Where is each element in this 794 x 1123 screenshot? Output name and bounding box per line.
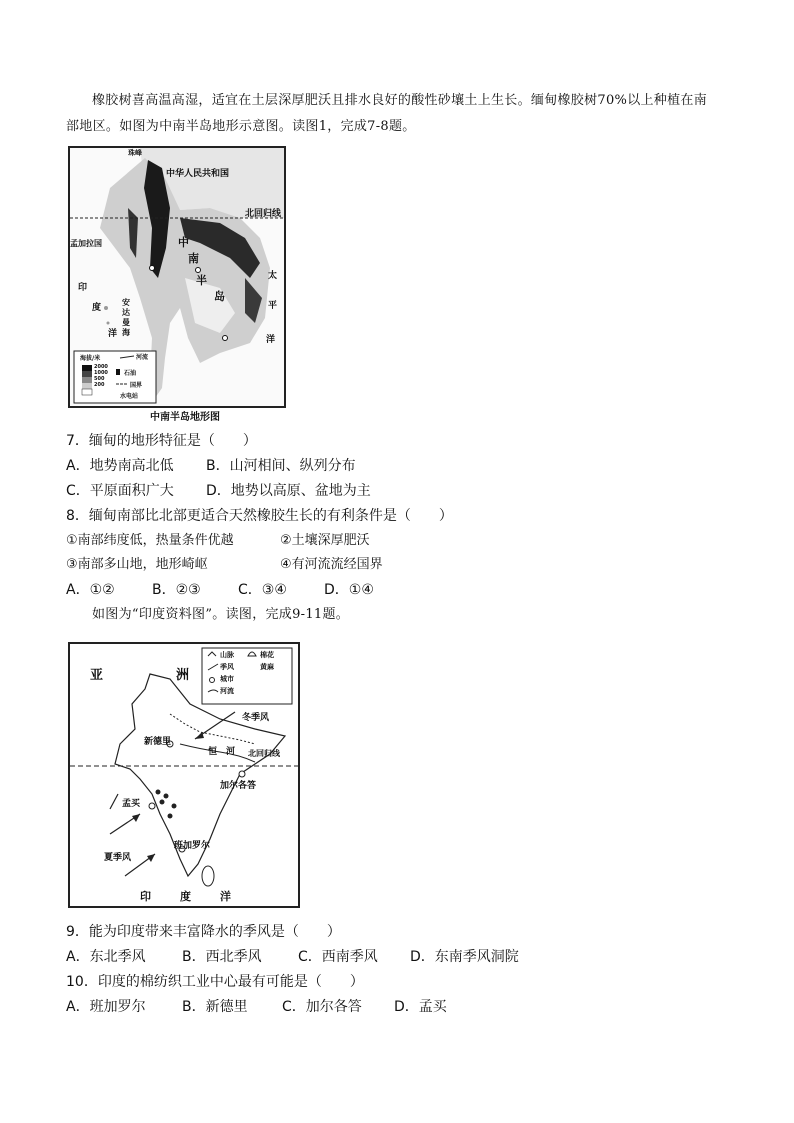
q8-statements-row-1 [66, 531, 370, 551]
label-ocean-a: 印 [140, 890, 151, 903]
label-tai: 太 [268, 271, 278, 281]
q10-option-d[interactable]: D．孟买 [394, 999, 447, 1015]
label-asia-2: 洲 [176, 668, 190, 683]
q7-option-c[interactable]: C．平原面积广大 [66, 483, 174, 499]
legend-level-2: 500 [94, 376, 105, 382]
intro-paragraph-2: 如图为“印度资料图”。读图，完成9-11题。 [92, 607, 350, 622]
indochina-terrain-map [68, 146, 286, 408]
q7-options-row-2 [66, 481, 371, 501]
q10-stem: 10．印度的棉纺织工业中心最有可能是（ ） [66, 974, 364, 990]
legend-title: 海拔/米 [80, 355, 101, 362]
legend-oil: 石油 [124, 370, 137, 377]
q9-option-b[interactable]: B．西北季风 [182, 949, 262, 965]
label-andaman: 安达曼海 [122, 298, 130, 337]
india-map-graphic [70, 644, 298, 906]
q7-options-row-1 [66, 456, 356, 476]
q9-options [66, 947, 519, 967]
q8-options [66, 580, 374, 600]
legend-level-3: 200 [94, 382, 105, 388]
label-ocean-1: 印 [78, 283, 88, 293]
label-north: 珠峰 [128, 149, 142, 157]
label-nan: 南 [188, 252, 199, 265]
label-yang: 洋 [266, 335, 276, 345]
label-zhong: 中 [178, 236, 189, 249]
legend-mountain: 山脉 [220, 651, 234, 659]
label-bangalore: 班加罗尔 [174, 841, 211, 851]
q8-statement-2: ②土壤深厚肥沃 [280, 533, 370, 548]
label-ocean-b: 度 [180, 890, 191, 903]
label-winter-monsoon: 冬季风 [242, 713, 270, 723]
q8-stem: 8．缅甸南部比北部更适合天然橡胶生长的有利条件是（ ） [66, 508, 453, 524]
q8-statement-4: ④有河流流经国界 [280, 557, 383, 572]
legend-river: 河流 [136, 354, 149, 361]
label-kolkata: 加尔各答 [220, 781, 257, 791]
legend-level-0: 2000 [94, 364, 108, 370]
q8-statements-row-2 [66, 555, 383, 575]
q8-option-d[interactable]: D．①④ [324, 582, 374, 598]
q8-statement-1: ①南部纬度低，热量条件优越 [66, 533, 234, 548]
legend-hydro: 水电站 [120, 393, 139, 400]
label-ganges: 恒 河 [208, 747, 236, 757]
q9-option-a[interactable]: A．东北季风 [66, 949, 146, 965]
legend-cotton: 棉花 [260, 651, 274, 659]
map1-caption: 中南半岛地形图 [150, 412, 220, 423]
q9-stem: 9．能为印度带来丰富降水的季风是（ ） [66, 924, 341, 940]
legend-monsoon: 季风 [220, 663, 234, 671]
q8-option-b[interactable]: B．②③ [152, 582, 201, 598]
label-summer-monsoon: 夏季风 [104, 853, 132, 863]
legend-jute: 黄麻 [260, 663, 274, 671]
label-tropic-1: 北回归线 [245, 209, 282, 219]
label-mumbai: 孟买 [122, 799, 141, 809]
label-ocean-3: 洋 [108, 329, 118, 339]
label-ping: 平 [268, 301, 278, 311]
q9-option-c[interactable]: C．西南季风 [298, 949, 378, 965]
q8-statement-3: ③南部多山地，地形崎岖 [66, 557, 208, 572]
legend-river: 河流 [220, 687, 234, 695]
intro-line-1: 橡胶树喜高温高湿，适宜在土层深厚肥沃且排水良好的酸性砂壤土上生长。缅甸橡胶树70%以上种植在南 [92, 93, 707, 108]
label-china: 中华人民共和国 [166, 169, 230, 179]
q10-option-b[interactable]: B．新德里 [182, 999, 248, 1015]
q10-options [66, 997, 447, 1017]
legend-border: 国界 [130, 382, 143, 389]
label-bangladesh: 孟加拉国 [70, 239, 102, 248]
q10-option-a[interactable]: A．班加罗尔 [66, 999, 146, 1015]
label-tropic-2: 北回归线 [248, 749, 280, 758]
q10-option-c[interactable]: C．加尔各答 [282, 999, 362, 1015]
india-map [68, 642, 300, 908]
q7-option-b[interactable]: B．山河相间、纵列分布 [206, 458, 356, 474]
intro-paragraph-1 [66, 88, 746, 140]
q7-option-d[interactable]: D．地势以高原、盆地为主 [206, 483, 371, 499]
q9-option-d[interactable]: D．东南季风洞院 [410, 949, 519, 965]
label-dao: 岛 [214, 290, 225, 303]
label-ocean-2: 度 [92, 303, 102, 313]
q7-option-a[interactable]: A．地势南高北低 [66, 458, 174, 474]
q8-option-a[interactable]: A．①② [66, 582, 115, 598]
label-asia-1: 亚 [90, 668, 104, 683]
q8-option-c[interactable]: C．③④ [238, 582, 287, 598]
label-ban: 半 [196, 274, 207, 287]
legend-level-1: 1000 [94, 370, 108, 376]
intro-line-2: 部地区。如图为中南半岛地形示意图。读图1，完成7-8题。 [66, 119, 416, 134]
label-new-delhi: 新德里 [144, 737, 172, 747]
legend-city: 城市 [220, 675, 234, 683]
q7-stem: 7．缅甸的地形特征是（ ） [66, 433, 257, 449]
label-ocean-c: 洋 [220, 890, 231, 903]
